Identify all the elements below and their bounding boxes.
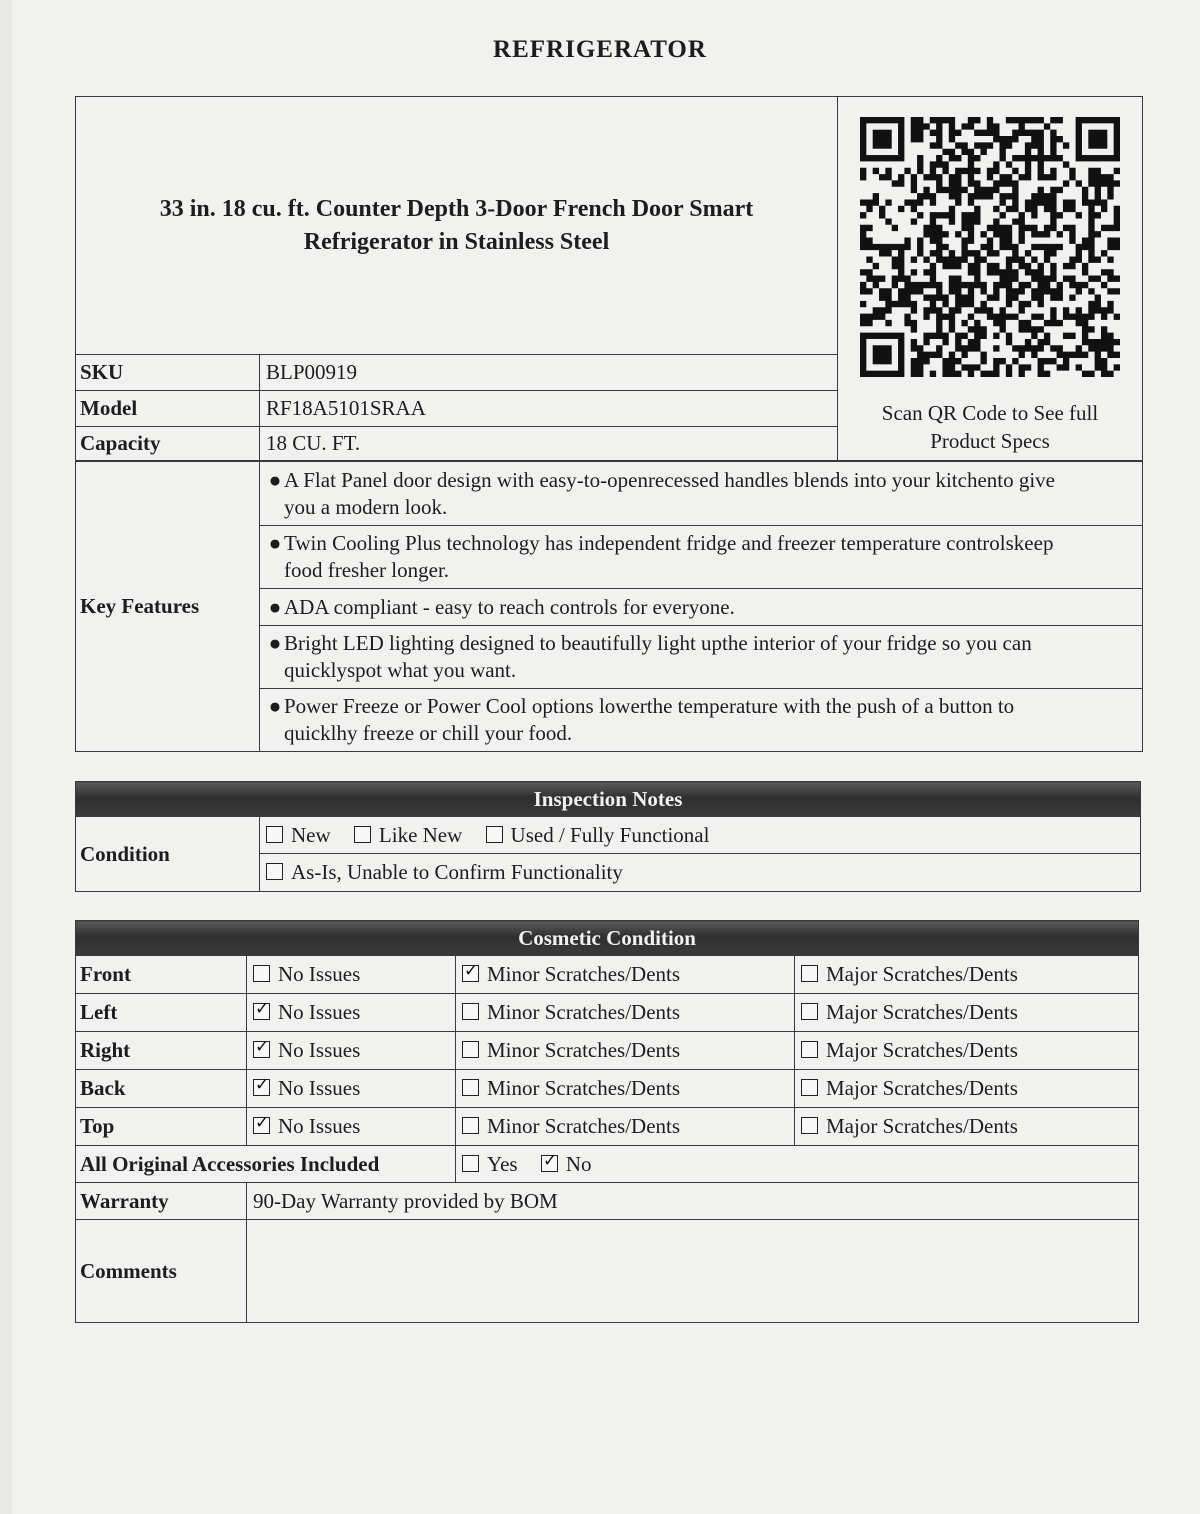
bullet-icon: ● bbox=[268, 594, 282, 619]
inspection-header: Inspection Notes bbox=[76, 782, 1141, 817]
qr-finder-top-right bbox=[1076, 117, 1120, 161]
checkbox-icon[interactable] bbox=[266, 863, 283, 880]
condition-option-like-new[interactable] bbox=[354, 823, 462, 847]
checkbox-icon[interactable] bbox=[253, 1079, 270, 1096]
cosmetic-option[interactable] bbox=[456, 994, 795, 1032]
cosmetic-option[interactable] bbox=[247, 1032, 456, 1070]
qr-caption bbox=[838, 399, 1142, 455]
checkbox-icon[interactable] bbox=[541, 1155, 558, 1172]
sku-label: SKU bbox=[76, 355, 260, 391]
feature-text: Bright LED lighting designed to beautifully light upthe interior of your fridge so you can bbox=[284, 631, 1032, 655]
condition-options-row2 bbox=[260, 854, 1141, 892]
option-label: No Issues bbox=[278, 1000, 361, 1024]
option-label: Like New bbox=[378, 822, 463, 847]
table-row bbox=[76, 1146, 1139, 1183]
product-title bbox=[82, 193, 831, 259]
cosmetic-header: Cosmetic Condition bbox=[76, 921, 1139, 956]
capacity-label: Capacity bbox=[76, 427, 260, 461]
inspection-table bbox=[75, 781, 1141, 892]
feature-text: A Flat Panel door design with easy-to-openrecessed handles blends into your kitchento give bbox=[284, 467, 1056, 492]
model-value: RF18A5101SRAA bbox=[260, 391, 838, 427]
option-label: No bbox=[565, 1151, 592, 1176]
feature-text: quicklhy freeze or chill your food. bbox=[284, 721, 573, 745]
side-label-right: Right bbox=[76, 1032, 247, 1070]
option-label: Major Scratches/Dents bbox=[826, 1076, 1018, 1100]
cosmetic-option[interactable] bbox=[795, 1070, 1139, 1108]
feature-text: ADA compliant - easy to reach controls for everyone. bbox=[284, 594, 735, 619]
table-row bbox=[76, 1220, 1139, 1323]
feature-item bbox=[260, 589, 1143, 626]
option-label: Major Scratches/Dents bbox=[826, 1000, 1018, 1024]
table-row bbox=[76, 1183, 1139, 1220]
checkbox-icon[interactable] bbox=[462, 1003, 479, 1020]
cosmetic-option[interactable] bbox=[247, 1070, 456, 1108]
checkbox-icon[interactable] bbox=[801, 1079, 818, 1096]
option-label: No Issues bbox=[278, 1076, 361, 1100]
table-row bbox=[76, 1108, 1139, 1146]
feature-item bbox=[260, 462, 1143, 526]
option-label: Minor Scratches/Dents bbox=[487, 1076, 681, 1100]
side-label-front: Front bbox=[76, 956, 247, 994]
qr-cell bbox=[838, 97, 1143, 461]
side-label-back: Back bbox=[76, 1070, 247, 1108]
product-title-cell bbox=[76, 97, 838, 355]
condition-option-used[interactable] bbox=[486, 823, 710, 847]
checkbox-icon[interactable] bbox=[462, 1079, 479, 1096]
feature-text: Power Freeze or Power Cool options lowerthe temperature with the push of a button to bbox=[284, 694, 1015, 718]
checkbox-icon[interactable] bbox=[253, 1003, 270, 1020]
cosmetic-option[interactable] bbox=[795, 1032, 1139, 1070]
bullet-icon: ● bbox=[268, 694, 282, 718]
option-label: Major Scratches/Dents bbox=[826, 1114, 1018, 1138]
table-row bbox=[76, 956, 1139, 994]
checkbox-icon[interactable] bbox=[462, 1041, 479, 1058]
accessories-option-no[interactable] bbox=[541, 1152, 592, 1176]
bullet-icon: ● bbox=[268, 531, 282, 555]
option-label: Yes bbox=[487, 1151, 518, 1176]
feature-text: food fresher longer. bbox=[284, 558, 450, 582]
option-label: Major Scratches/Dents bbox=[826, 1038, 1018, 1062]
side-label-left: Left bbox=[76, 994, 247, 1032]
warranty-label: Warranty bbox=[76, 1183, 247, 1220]
option-label: Minor Scratches/Dents bbox=[487, 1114, 681, 1138]
comments-label: Comments bbox=[76, 1220, 247, 1323]
checkbox-icon[interactable] bbox=[462, 1117, 479, 1134]
cosmetic-table bbox=[75, 920, 1139, 1323]
checkbox-icon[interactable] bbox=[801, 965, 818, 982]
cosmetic-option[interactable] bbox=[456, 1032, 795, 1070]
feature-text: you a modern look. bbox=[284, 494, 448, 519]
qr-code-icon[interactable] bbox=[860, 117, 1120, 379]
checkbox-icon[interactable] bbox=[801, 1003, 818, 1020]
qr-finder-top-left bbox=[860, 117, 904, 161]
cosmetic-option[interactable] bbox=[247, 994, 456, 1032]
option-label: No Issues bbox=[278, 962, 361, 986]
option-label: Minor Scratches/Dents bbox=[487, 962, 681, 986]
table-row bbox=[76, 994, 1139, 1032]
feature-text: quicklyspot what you want. bbox=[284, 658, 517, 682]
document-title: REFRIGERATOR bbox=[493, 36, 707, 63]
table-row bbox=[76, 1032, 1139, 1070]
option-label: Used / Fully Functional bbox=[510, 822, 710, 847]
checkbox-icon[interactable] bbox=[253, 1041, 270, 1058]
qr-finder-bottom-left bbox=[860, 333, 904, 377]
condition-options-row1 bbox=[260, 817, 1141, 854]
accessories-option-yes[interactable] bbox=[462, 1152, 518, 1176]
feature-item bbox=[260, 526, 1143, 589]
condition-option-new[interactable] bbox=[266, 823, 331, 847]
cosmetic-option[interactable] bbox=[247, 1108, 456, 1146]
cosmetic-option[interactable] bbox=[456, 1108, 795, 1146]
checkbox-icon[interactable] bbox=[253, 965, 270, 982]
warranty-value: 90-Day Warranty provided by BOM bbox=[247, 1183, 1139, 1220]
table-row bbox=[76, 1070, 1139, 1108]
accessories-label: All Original Accessories Included bbox=[76, 1146, 456, 1183]
qr-caption-line1: Scan QR Code to See full bbox=[881, 401, 1099, 425]
option-label: As-Is, Unable to Confirm Functionality bbox=[291, 860, 623, 884]
checkbox-icon[interactable] bbox=[801, 1117, 818, 1134]
product-title-line2: Refrigerator in Stainless Steel bbox=[303, 228, 610, 255]
product-title-line1: 33 in. 18 cu. ft. Counter Depth 3-Door French Door Smart bbox=[159, 195, 754, 222]
feature-item bbox=[260, 689, 1143, 752]
feature-text: Twin Cooling Plus technology has independent fridge and freezer temperature controlskeep bbox=[284, 531, 1054, 555]
option-label: No Issues bbox=[278, 1114, 361, 1138]
checkbox-icon[interactable] bbox=[266, 826, 283, 843]
cosmetic-option[interactable] bbox=[456, 956, 795, 994]
checkbox-icon[interactable] bbox=[253, 1117, 270, 1134]
option-label: No Issues bbox=[278, 1038, 361, 1062]
accessories-options bbox=[456, 1146, 1139, 1183]
comments-field[interactable] bbox=[247, 1220, 1139, 1323]
condition-label: Condition bbox=[76, 817, 260, 892]
cosmetic-option[interactable] bbox=[247, 956, 456, 994]
key-features-table bbox=[75, 461, 1143, 752]
checkbox-icon[interactable] bbox=[801, 1041, 818, 1058]
cosmetic-option[interactable] bbox=[795, 956, 1139, 994]
key-features-label: Key Features bbox=[76, 462, 260, 752]
model-label: Model bbox=[76, 391, 260, 427]
cosmetic-option[interactable] bbox=[795, 994, 1139, 1032]
option-label: Minor Scratches/Dents bbox=[487, 1038, 681, 1062]
capacity-value: 18 CU. FT. bbox=[260, 427, 838, 461]
qr-caption-line2: Product Specs bbox=[930, 429, 1050, 453]
bullet-icon: ● bbox=[268, 467, 282, 492]
side-label-top: Top bbox=[76, 1108, 247, 1146]
bullet-icon: ● bbox=[268, 631, 282, 655]
feature-item bbox=[260, 626, 1143, 689]
sku-value: BLP00919 bbox=[260, 355, 838, 391]
checkbox-icon[interactable] bbox=[462, 1155, 479, 1172]
checkbox-icon[interactable] bbox=[354, 826, 371, 843]
option-label: Major Scratches/Dents bbox=[826, 962, 1018, 986]
checkbox-icon[interactable] bbox=[486, 826, 503, 843]
option-label: New bbox=[291, 822, 331, 847]
product-table bbox=[75, 96, 1143, 461]
condition-option-as-is[interactable] bbox=[266, 860, 623, 884]
checkbox-icon[interactable] bbox=[462, 965, 479, 982]
cosmetic-option[interactable] bbox=[456, 1070, 795, 1108]
cosmetic-option[interactable] bbox=[795, 1108, 1139, 1146]
option-label: Minor Scratches/Dents bbox=[487, 1000, 681, 1024]
